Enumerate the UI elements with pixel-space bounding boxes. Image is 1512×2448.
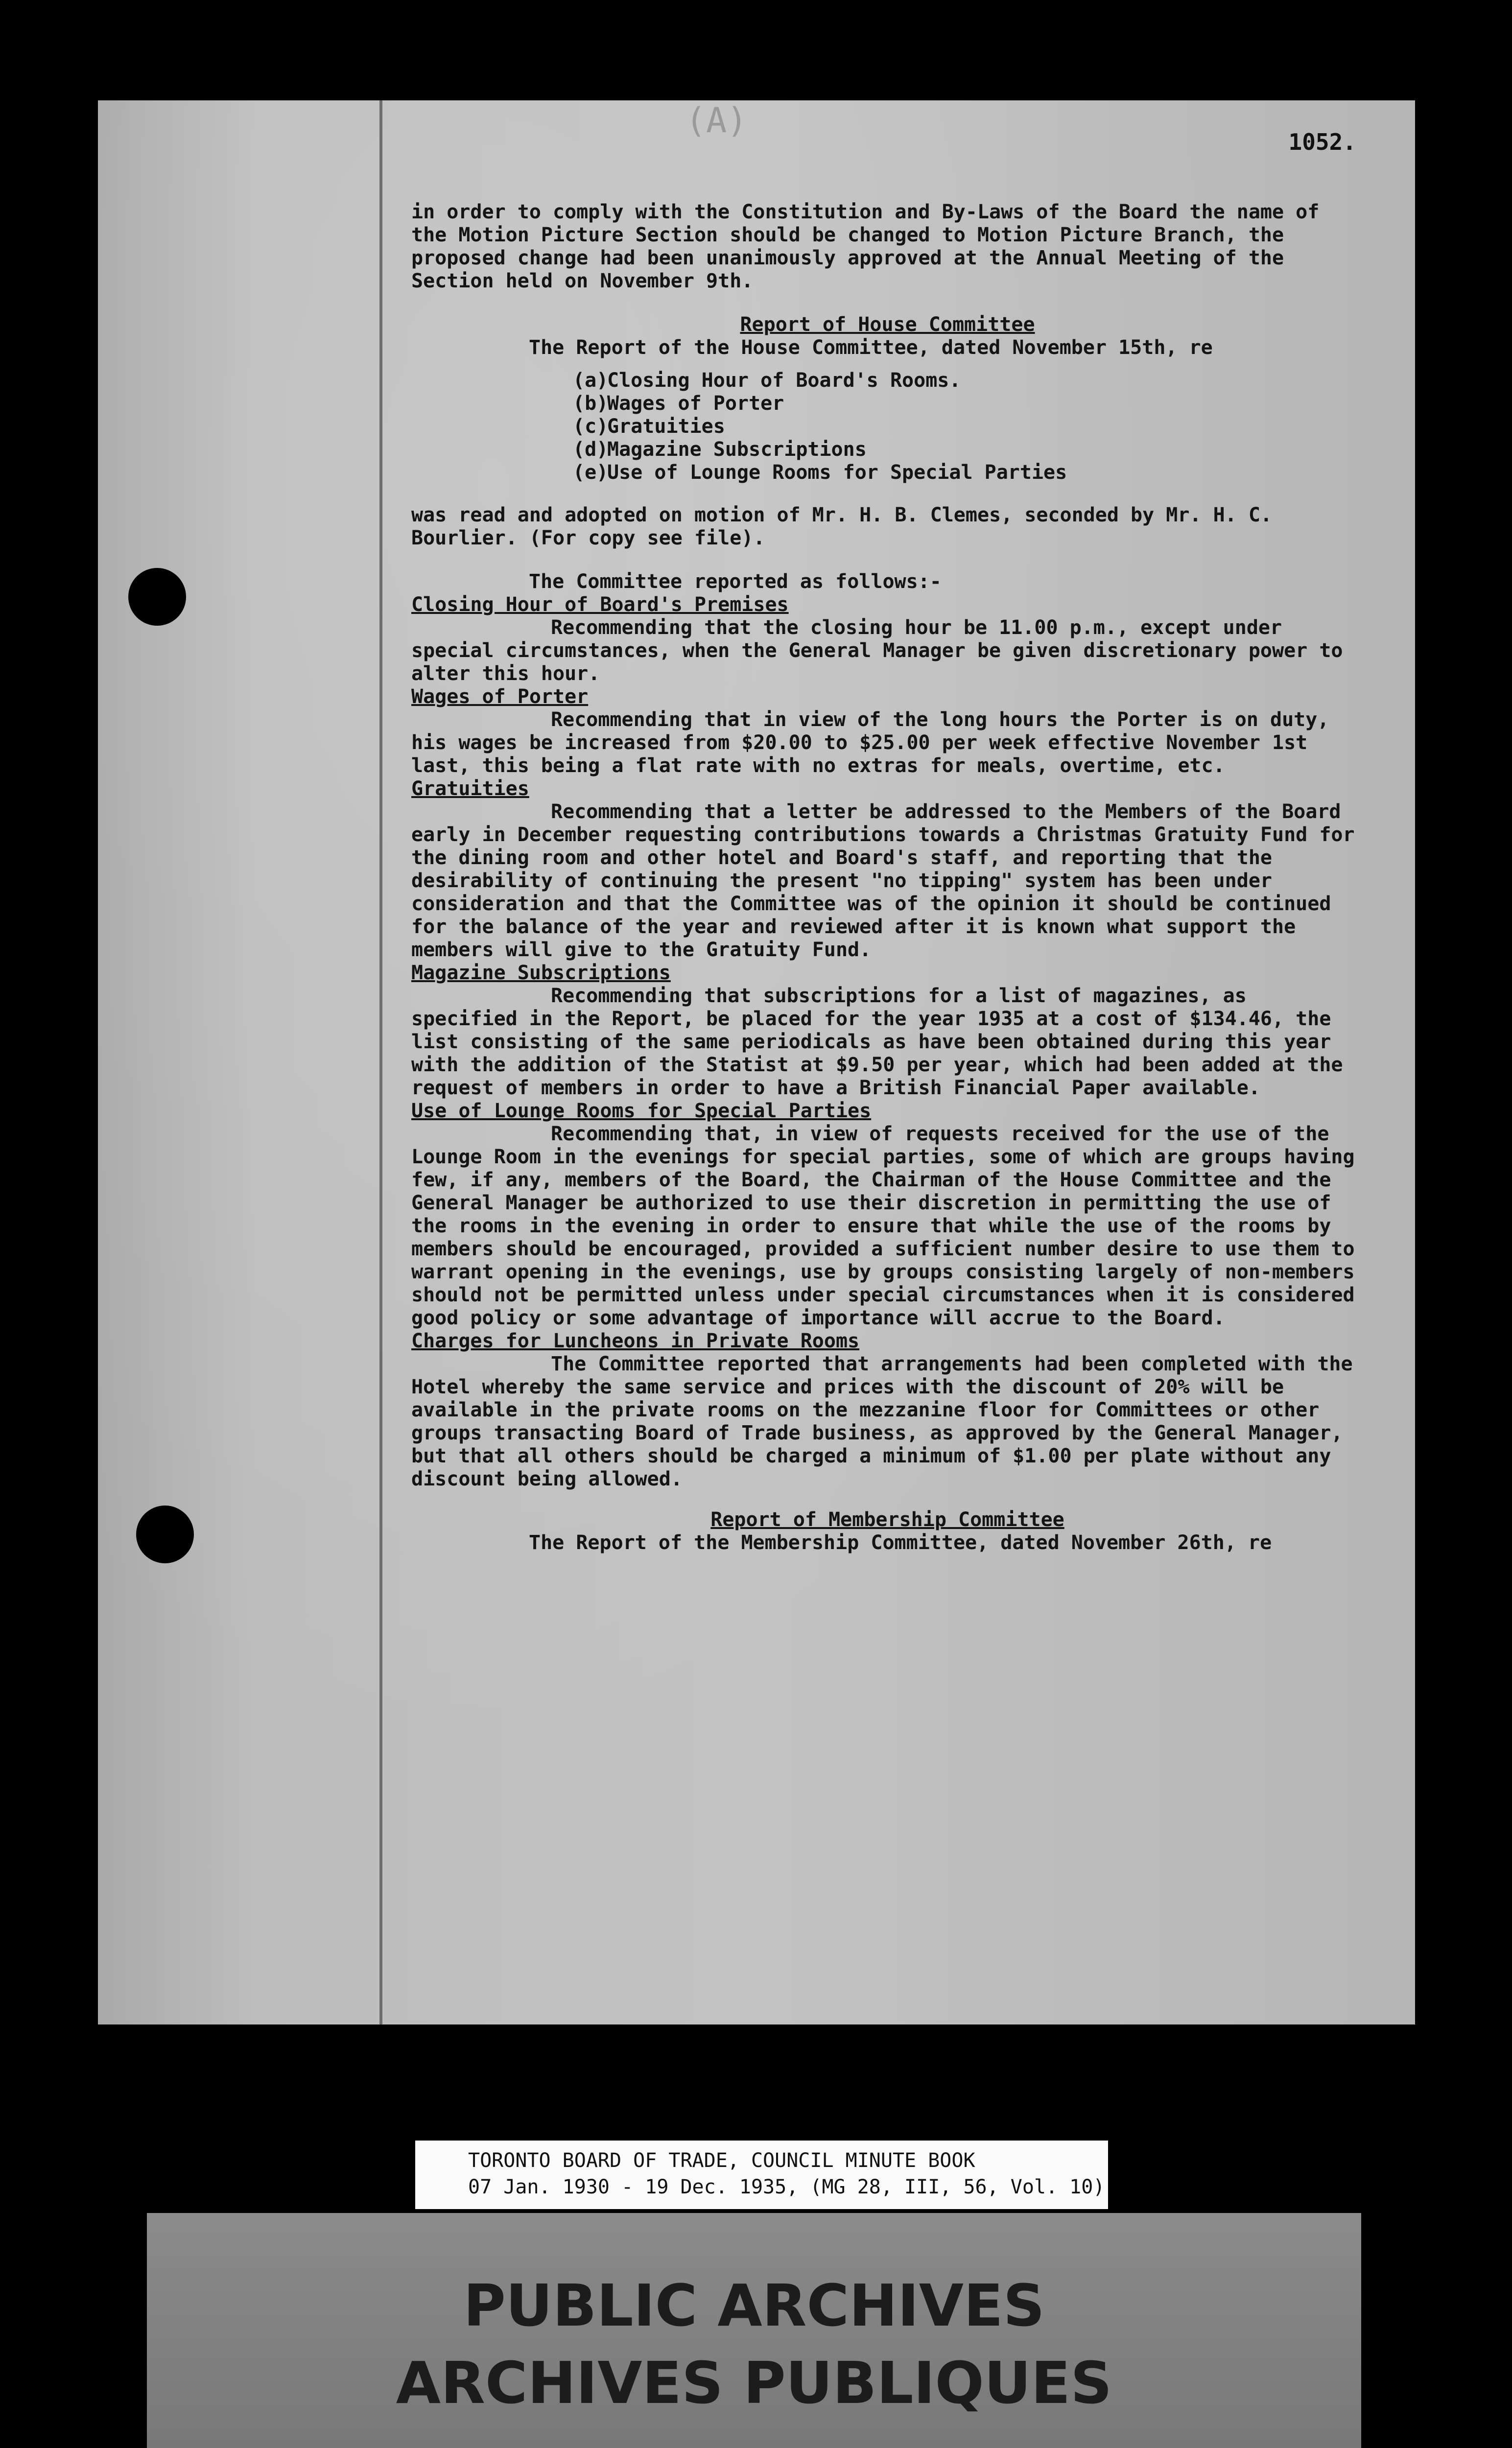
house-committee-intro: The Report of the House Committee, dated November 15th, re [529,336,1213,359]
list-item: (d) Magazine Subscriptions [573,438,867,461]
adoption-paragraph: was read and adopted on motion of Mr. H. B. Clemes, seconded by Mr. H. C. Bourlier. (For copy see file). [411,504,1272,549]
committee-reported-line: The Committee reported as follows:- [529,570,942,593]
section-body-closing-hour: Recommending that the closing hour be 11.00 p.m., except under special circumstances, when the General Manager be given discretionary power to alter this hour. [411,616,1343,685]
punch-hole-top [128,568,186,626]
caption-line-1: TORONTO BOARD OF TRADE, COUNCIL MINUTE BOOK [468,2149,975,2172]
stamp-line-french: ARCHIVES PUBLIQUES [396,2349,1112,2417]
section-heading-luncheons: Charges for Luncheons in Private Rooms [411,1330,860,1352]
section-body-magazines: Recommending that subscriptions for a list of magazines, as specified in the Report, be placed for the year 1935 at a cost of $134.46, the list consisting of the same periodicals as have been obtained during this year with the addition of the Statist at $9.50 per year, which had been added at the request of members in order to have a British Financial Paper available. [411,985,1343,1099]
section-body-wages: Recommending that in view of the long hours the Porter is on duty, his wages be increased from $20.00 to $25.00 per week effective November 1st last, this being a flat rate with no extras for meals, overtime, etc. [411,708,1329,777]
opening-paragraph: in order to comply with the Constitution and By-Laws of the Board the name of the Motion Picture Section should be changed to Motion Picture Branch, the proposed change had been unanimously approved at the Annual Meeting of the Section held on November 9th. [411,201,1320,292]
faint-handwritten-mark: (A) [685,100,748,141]
report-items-list [573,369,1364,484]
caption-line-2: 07 Jan. 1930 - 19 Dec. 1935, (MG 28, III, 56, Vol. 10) [468,2176,1105,2198]
list-item: (a) Closing Hour of Board's Rooms. [573,369,961,392]
punch-hole-bottom [136,1506,194,1563]
page-number: 1052. [1288,129,1356,155]
minutes-text [411,201,1364,1554]
section-heading-lounge-rooms: Use of Lounge Rooms for Special Parties [411,1100,872,1122]
list-item: (b) Wages of Porter [573,392,784,415]
house-committee-heading: Report of House Committee [740,313,1035,336]
list-item: (c) Gratuities [573,415,725,438]
membership-committee-intro: The Report of the Membership Committee, dated November 26th, re [529,1531,1272,1554]
section-body-gratuities: Recommending that a letter be addressed to the Members of the Board early in December requesting contributions towards a Christmas Gratuity Fund for the dining room and other hotel and Board's staff, and reporting that the desirability of continuing the present "no tipping" system has been under consideration and that the Committee was of the opinion it should be continued for the balance of the year and reviewed after it is known what support the members will give to the Gratuity Fund. [411,800,1355,961]
section-heading-wages: Wages of Porter [411,685,589,708]
section-body-lounge-rooms: Recommending that, in view of requests received for the use of the Lounge Room in the evenings for special parties, some of which are groups having few, if any, members of the Board, the Chairman of the House Committee and the General Manager be authorized to use their discretion in permitting the use of the rooms in the evening in order to ensure that while the use of the rooms by members should be encouraged, provided a sufficient number desire to use them to warrant opening in the evenings, use by groups consisting largely of non-members should not be permitted unless under special circumstances when it is considered good policy or some advantage of importance will accrue to the Board. [411,1123,1355,1329]
archive-caption-label [415,2141,1108,2209]
section-body-luncheons: The Committee reported that arrangements had been completed with the Hotel whereby the same service and prices with the discount of 20% will be available in the private rooms on the mezzanine floor for Committees or other groups transacting Board of Trade business, as approved by the General Manager, but that all others should be charged a minimum of $1.00 per plate without any discount being allowed. [411,1353,1353,1490]
section-heading-magazines: Magazine Subscriptions [411,962,671,984]
margin-rule [379,100,382,2024]
archives-stamp [147,2213,1361,2448]
document-sheet [98,100,1415,2024]
section-heading-gratuities: Gratuities [411,777,529,800]
membership-committee-heading: Report of Membership Committee [710,1508,1064,1531]
section-heading-closing-hour: Closing Hour of Board's Premises [411,593,789,616]
list-item: (e) Use of Lounge Rooms for Special Parties [573,461,1067,484]
stamp-line-english: PUBLIC ARCHIVES [463,2272,1045,2339]
